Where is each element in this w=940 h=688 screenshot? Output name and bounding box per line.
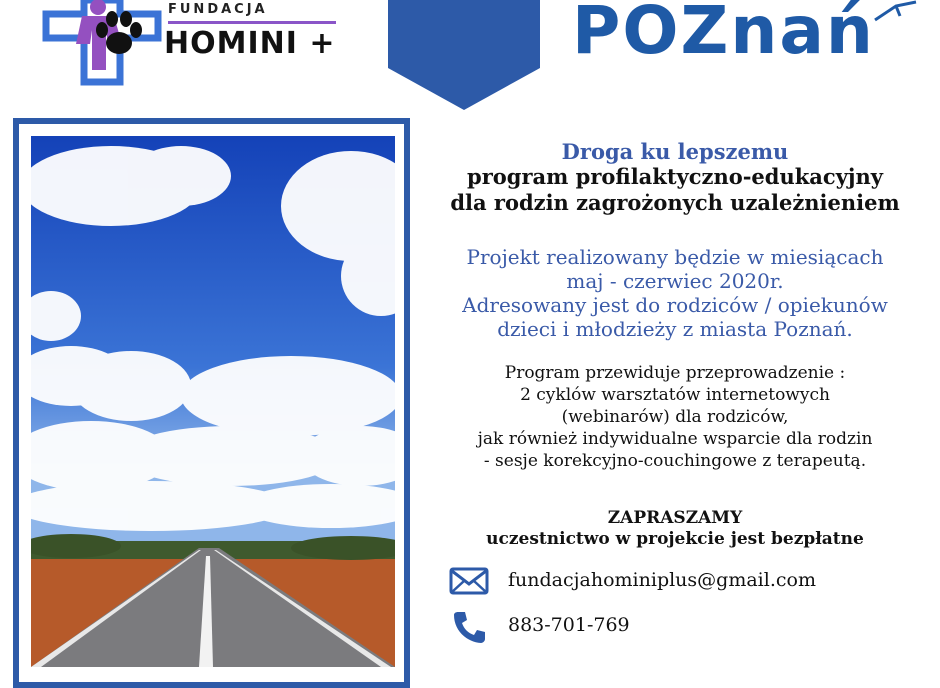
invite-title: ZAPRASZAMY [607,508,743,528]
program-desc-line: 2 cyklów warsztatów internetowych [520,385,830,405]
homini-fundacja-label: FUNDACJA [168,2,268,17]
project-info [420,245,930,341]
project-info-line: maj - czerwiec 2020r. [566,269,784,293]
homini-divider [168,21,336,24]
phone-link[interactable]: 883-701-769 [508,614,630,636]
invite-subtitle: uczestnictwo w projekcie jest bezpłatne [486,529,864,549]
program-desc-line: - sesje korekcyjno-couchingowe z terapeutą. [483,451,867,471]
homini-name: HOMINI + [164,26,336,61]
program-subtitle-line: program profilaktyczno-edukacyjny [467,164,883,189]
poznan-logo-text: POZnań [572,0,875,69]
road-sky-photo [31,136,395,667]
program-desc-line: Program przewiduje przeprowadzenie : [504,363,846,383]
phone-icon [452,610,486,644]
program-subtitle-line: dla rodzin zagrożonych uzależnieniem [450,190,900,215]
envelope-icon [449,566,489,596]
email-link[interactable]: fundacjahominiplus@gmail.com [508,569,816,591]
program-desc-line: (webinarów) dla rodziców, [561,407,789,427]
program-desc-line: jak również indywidualne wsparcie dla rodzin [477,429,873,449]
program-description [420,362,930,472]
project-info-line: dzieci i młodzieży z miasta Poznań. [497,317,853,341]
project-info-line: Projekt realizowany będzie w miesiącach [466,245,884,269]
program-name: Droga ku lepszemu [561,139,789,164]
plane-icon [870,0,920,22]
paw-icon [93,10,145,58]
chevron-banner [388,0,540,110]
project-info-line: Adresowany jest do rodziców / opiekunów [462,293,888,317]
program-subtitle [420,164,930,216]
